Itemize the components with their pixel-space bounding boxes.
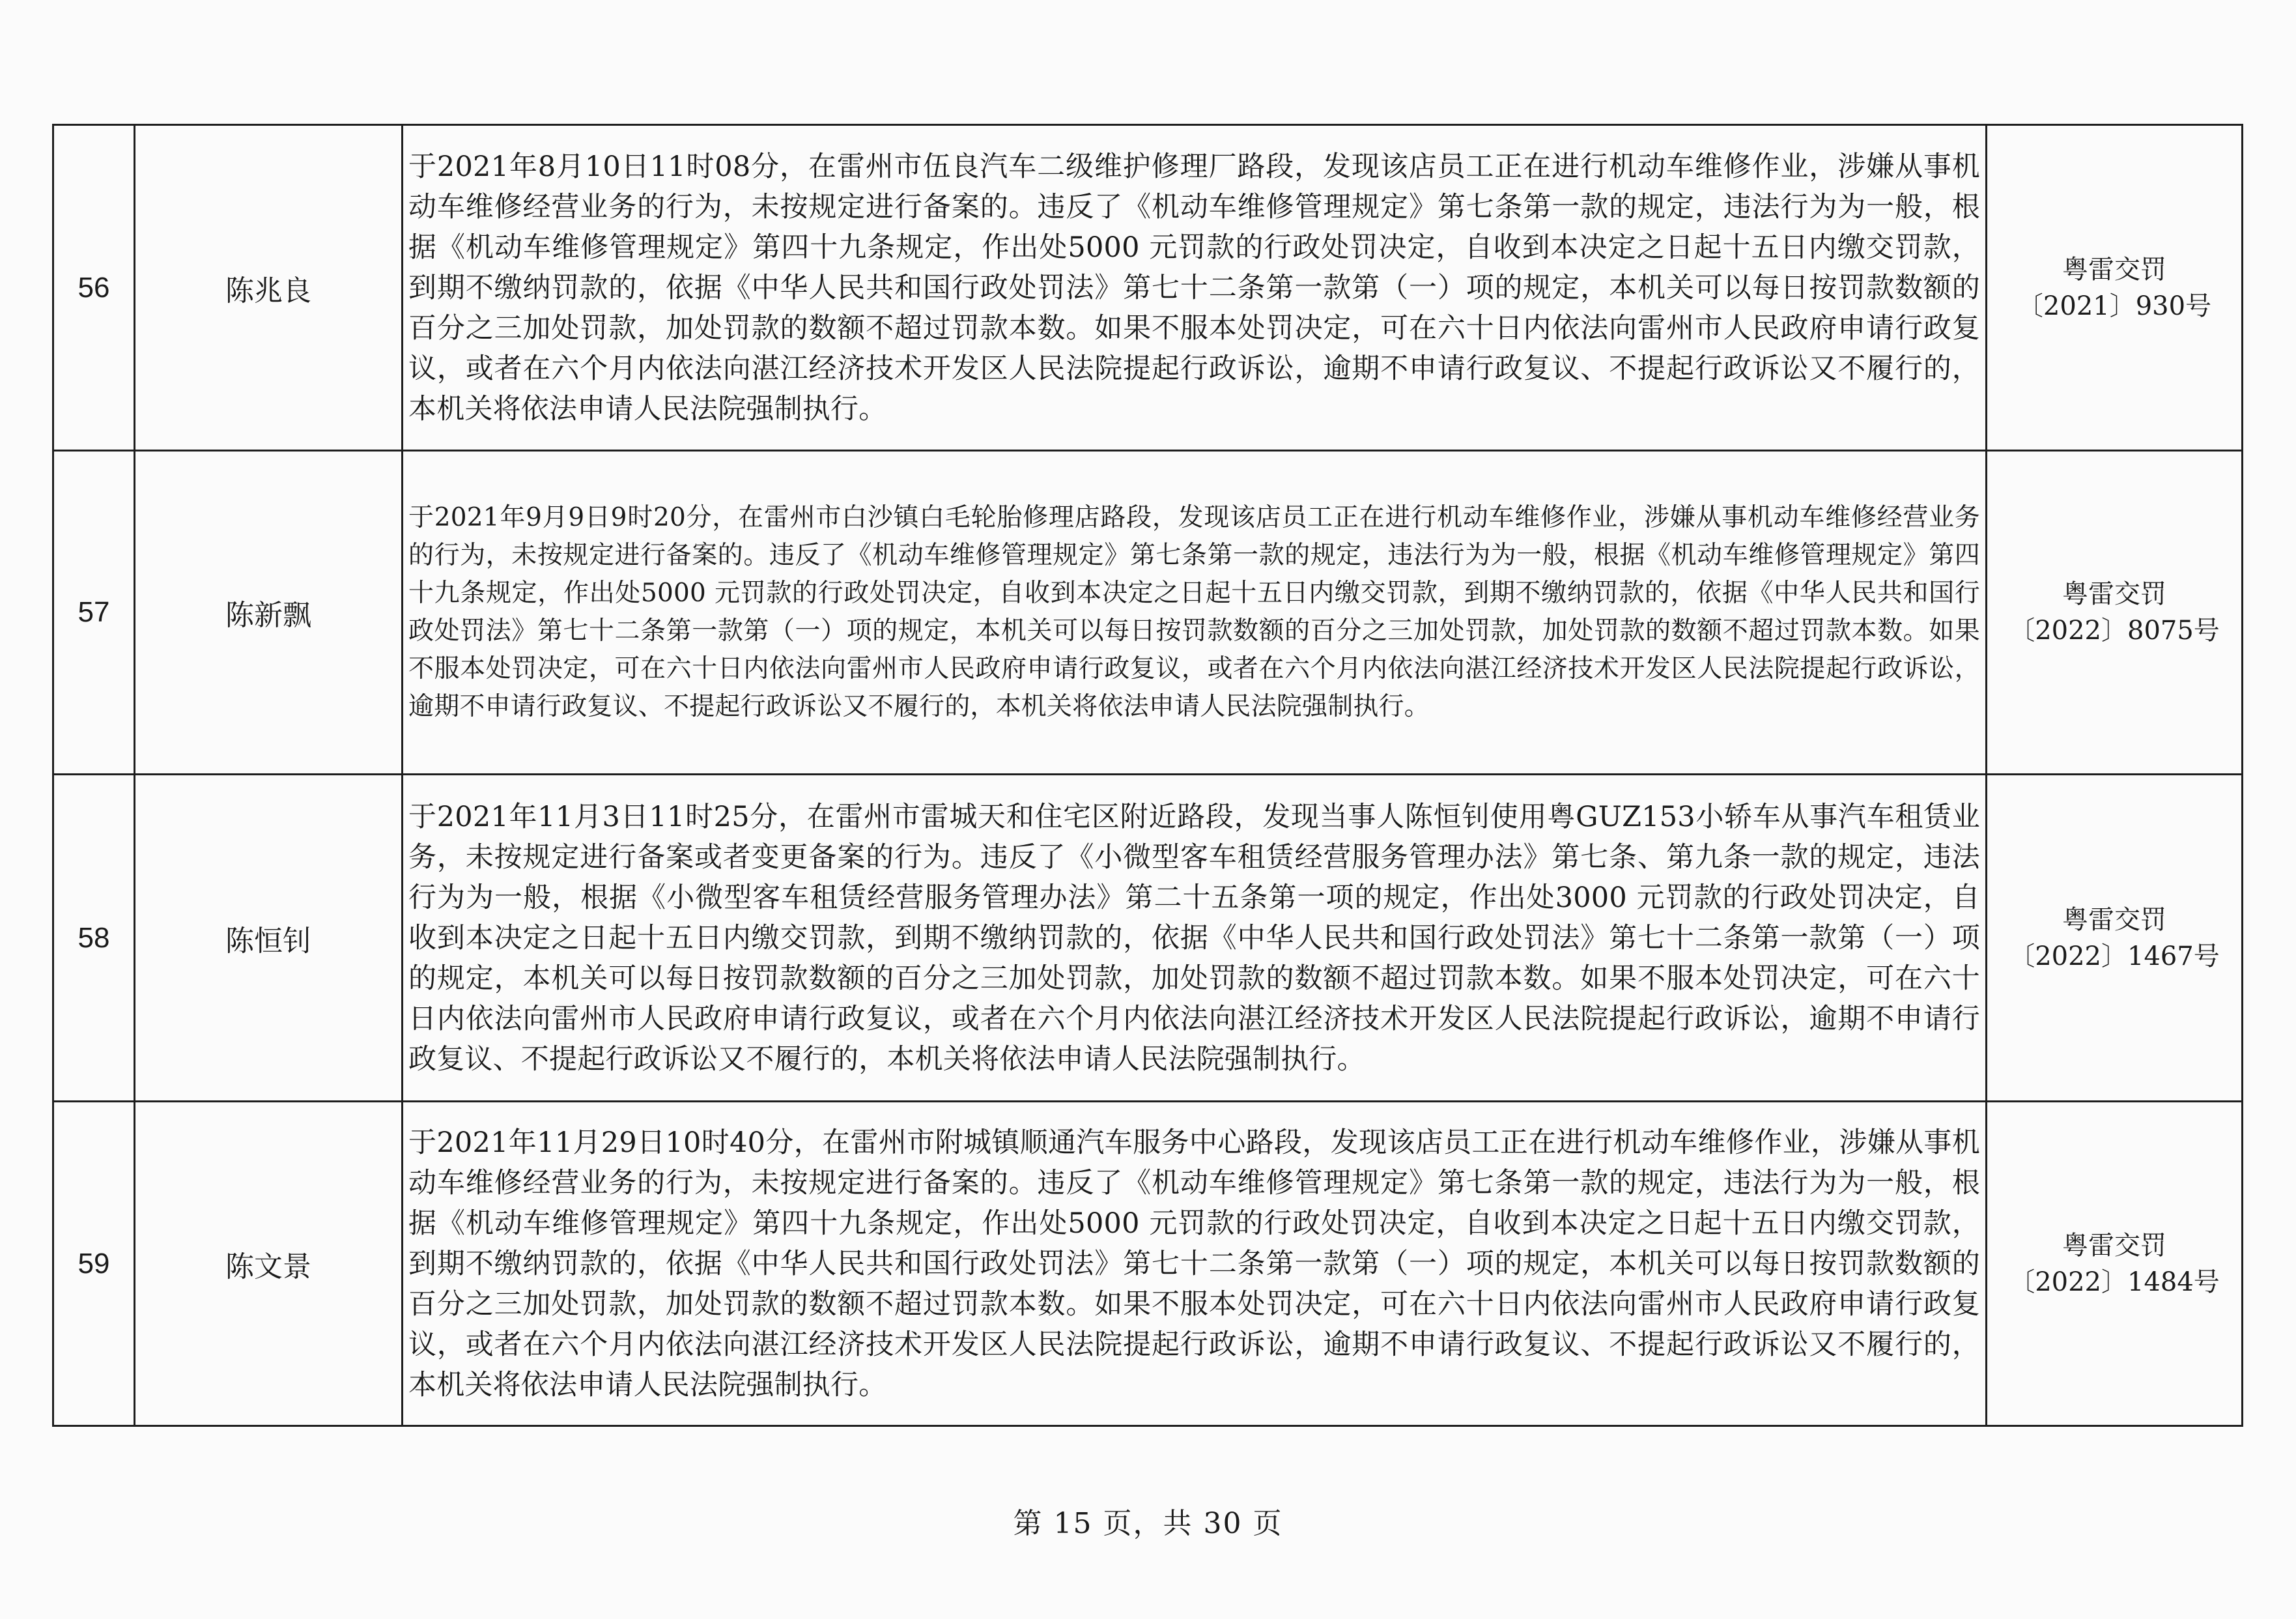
decision-document-number — [1987, 451, 2243, 775]
decision-document-number — [1987, 1102, 2243, 1426]
record-number: 57 — [53, 451, 135, 775]
document-prefix: 粤雷交罚 — [2062, 254, 2166, 285]
document-serial: 〔2022〕1484号 — [2009, 1267, 2220, 1297]
document-serial: 〔2022〕1467号 — [2009, 941, 2220, 971]
violation-description: 于2021年9月9日9时20分，在雷州市白沙镇白毛轮胎修理店路段，发现该店员工正在进行机动车维修作业，涉嫌从事机动车维修经营业务的行为，未按规定进行备案的。违反了《机动车维修管理规定》第七条第一款的规定，违法行为为一般，根据《机动车维修管理规定》第四十九条规定，作出处5000 元罚款的行政处罚决定，自收到本决定之日起十五日内缴交罚款，到期不缴纳罚款的，依据《中华人民共和国行政处罚法》第七十二条第一款第（一）项的规定，本机关可以每日按罚款数额的百分之三加处罚款，加处罚款的数额不超过罚款本数。如果不服本处罚决定，可在六十日内依法向雷州市人民政府申请行政复议，或者在六个月内依法向湛江经济技术开发区人民法院提起行政诉讼，逾期不申请行政复议、不提起行政诉讼又不履行的，本机关将依法申请人民法院强制执行。 — [403, 451, 1987, 775]
table-row — [53, 125, 2243, 451]
record-number: 59 — [53, 1102, 135, 1426]
table-row — [53, 1102, 2243, 1426]
violation-description: 于2021年8月10日11时08分，在雷州市伍良汽车二级维护修理厂路段，发现该店员工正在进行机动车维修作业，涉嫌从事机动车维修经营业务的行为，未按规定进行备案的。违反了《机动车维修管理规定》第七条第一款的规定，违法行为为一般，根据《机动车维修管理规定》第四十九条规定，作出处5000 元罚款的行政处罚决定，自收到本决定之日起十五日内缴交罚款，到期不缴纳罚款的，依据《中华人民共和国行政处罚法》第七十二条第一款第（一）项的规定，本机关可以每日按罚款数额的百分之三加处罚款，加处罚款的数额不超过罚款本数。如果不服本处罚决定，可在六十日内依法向雷州市人民政府申请行政复议，或者在六个月内依法向湛江经济技术开发区人民法院提起行政诉讼，逾期不申请行政复议、不提起行政诉讼又不履行的，本机关将依法申请人民法院强制执行。 — [403, 125, 1987, 451]
document-prefix: 粤雷交罚 — [2062, 579, 2166, 609]
decision-document-number — [1987, 125, 2243, 451]
violation-description: 于2021年11月3日11时25分，在雷州市雷城天和住宅区附近路段，发现当事人陈恒钊使用粤GUZ153小轿车从事汽车租赁业务，未按规定进行备案或者变更备案的行为。违反了《小微型客车租赁经营服务管理办法》第七条、第九条一款的规定，违法行为为一般，根据《小微型客车租赁经营服务管理办法》第二十五条第一项的规定，作出处3000 元罚款的行政处罚决定，自收到本决定之日起十五日内缴交罚款，到期不缴纳罚款的，依据《中华人民共和国行政处罚法》第七十二条第一款第（一）项的规定，本机关可以每日按罚款数额的百分之三加处罚款，加处罚款的数额不超过罚款本数。如果不服本处罚决定，可在六十日内依法向雷州市人民政府申请行政复议，或者在六个月内依法向湛江经济技术开发区人民法院提起行政诉讼，逾期不申请行政复议、不提起行政诉讼又不履行的，本机关将依法申请人民法院强制执行。 — [403, 775, 1987, 1102]
record-number: 56 — [53, 125, 135, 451]
document-prefix: 粤雷交罚 — [2062, 904, 2166, 935]
record-number: 58 — [53, 775, 135, 1102]
party-name: 陈恒钊 — [135, 775, 403, 1102]
document-prefix: 粤雷交罚 — [2062, 1230, 2166, 1261]
party-name: 陈兆良 — [135, 125, 403, 451]
page-number-footer: 第 15 页，共 30 页 — [1013, 1507, 1283, 1540]
party-name: 陈文景 — [135, 1102, 403, 1426]
table-row — [53, 775, 2243, 1102]
violation-description: 于2021年11月29日10时40分，在雷州市附城镇顺通汽车服务中心路段，发现该店员工正在进行机动车维修作业，涉嫌从事机动车维修经营业务的行为，未按规定进行备案的。违反了《机动车维修管理规定》第七条第一款的规定，违法行为为一般，根据《机动车维修管理规定》第四十九条规定，作出处5000 元罚款的行政处罚决定，自收到本决定之日起十五日内缴交罚款，到期不缴纳罚款的，依据《中华人民共和国行政处罚法》第七十二条第一款第（一）项的规定，本机关可以每日按罚款数额的百分之三加处罚款，加处罚款的数额不超过罚款本数。如果不服本处罚决定，可在六十日内依法向雷州市人民政府申请行政复议，或者在六个月内依法向湛江经济技术开发区人民法院提起行政诉讼，逾期不申请行政复议、不提起行政诉讼又不履行的，本机关将依法申请人民法院强制执行。 — [403, 1102, 1987, 1426]
document-serial: 〔2021〕930号 — [2017, 291, 2212, 321]
party-name: 陈新飘 — [135, 451, 403, 775]
penalty-records-table — [52, 124, 2243, 1427]
table-row — [53, 451, 2243, 775]
decision-document-number — [1987, 775, 2243, 1102]
document-serial: 〔2022〕8075号 — [2009, 616, 2220, 646]
